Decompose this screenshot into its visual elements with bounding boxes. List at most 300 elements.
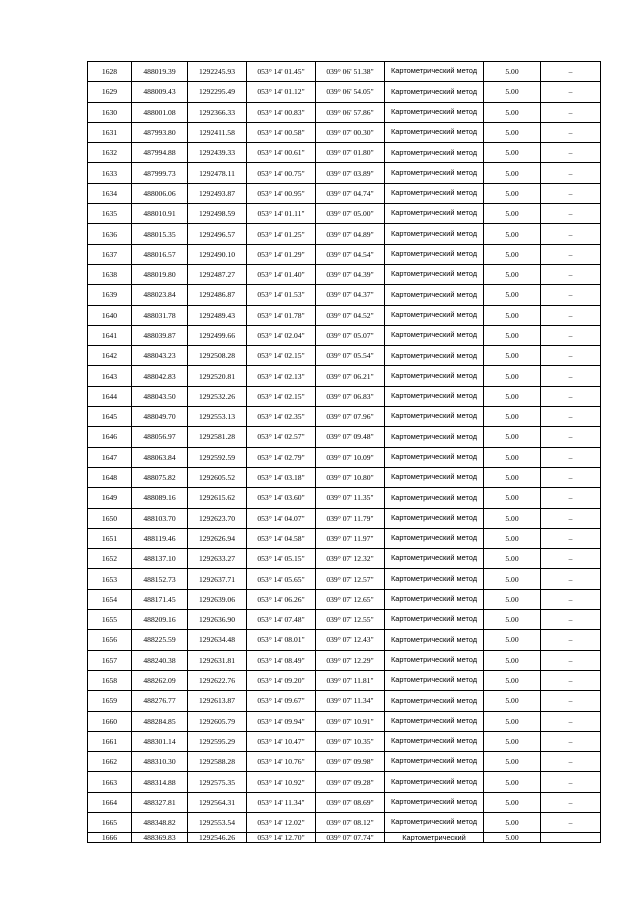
method-cell: Картометрический метод [385,143,484,163]
accuracy-cell: 5.00 [484,386,541,406]
accuracy-cell: 5.00 [484,264,541,284]
longitude-cell: 039° 07' 09.28" [316,772,385,792]
x-coordinate-cell: 488039.87 [132,325,188,345]
point-number-cell: 1639 [88,285,132,305]
x-coordinate-cell: 488314.88 [132,772,188,792]
accuracy-cell: 5.00 [484,427,541,447]
y-coordinate-cell: 1292581.28 [188,427,247,447]
table-row [88,163,601,183]
accuracy-cell: 5.00 [484,792,541,812]
longitude-cell: 039° 07' 11.35" [316,488,385,508]
x-coordinate-cell: 488016.57 [132,244,188,264]
accuracy-cell: 5.00 [484,163,541,183]
x-coordinate-cell: 488056.97 [132,427,188,447]
note-cell: – [541,467,601,487]
note-cell: – [541,82,601,102]
note-cell: – [541,812,601,832]
latitude-cell: 053° 14' 02.57" [247,427,316,447]
y-coordinate-cell: 1292546.26 [188,833,247,843]
y-coordinate-cell: 1292634.48 [188,630,247,650]
y-coordinate-cell: 1292613.87 [188,691,247,711]
table-row [88,102,601,122]
y-coordinate-cell: 1292592.59 [188,447,247,467]
method-cell: Картометрический метод [385,102,484,122]
y-coordinate-cell: 1292633.27 [188,549,247,569]
table-row [88,407,601,427]
table-row [88,224,601,244]
x-coordinate-cell: 488043.23 [132,346,188,366]
point-number-cell: 1659 [88,691,132,711]
y-coordinate-cell: 1292245.93 [188,62,247,82]
latitude-cell: 053° 14' 00.58" [247,122,316,142]
x-coordinate-cell: 487999.73 [132,163,188,183]
point-number-cell: 1645 [88,407,132,427]
method-cell: Картометрический метод [385,488,484,508]
longitude-cell: 039° 07' 08.69" [316,792,385,812]
latitude-cell: 053° 14' 09.94" [247,711,316,731]
point-number-cell: 1643 [88,366,132,386]
x-coordinate-cell: 488209.16 [132,610,188,630]
latitude-cell: 053° 14' 08.01" [247,630,316,650]
method-cell: Картометрический метод [385,792,484,812]
longitude-cell: 039° 07' 01.80" [316,143,385,163]
longitude-cell: 039° 07' 04.74" [316,183,385,203]
table-row [88,650,601,670]
latitude-cell: 053° 14' 06.26" [247,589,316,609]
note-cell: – [541,528,601,548]
method-cell: Картометрический метод [385,630,484,650]
method-cell: Картометрический метод [385,447,484,467]
latitude-cell: 053° 14' 05.15" [247,549,316,569]
note-cell: – [541,569,601,589]
table-row [88,285,601,305]
accuracy-cell: 5.00 [484,325,541,345]
point-number-cell: 1650 [88,508,132,528]
note-cell: – [541,62,601,82]
x-coordinate-cell: 488119.46 [132,528,188,548]
x-coordinate-cell: 488348.82 [132,812,188,832]
method-cell: Картометрический метод [385,772,484,792]
accuracy-cell: 5.00 [484,569,541,589]
point-number-cell: 1665 [88,812,132,832]
longitude-cell: 039° 07' 09.98" [316,752,385,772]
point-number-cell: 1634 [88,183,132,203]
accuracy-cell: 5.00 [484,488,541,508]
accuracy-cell: 5.00 [484,589,541,609]
method-cell: Картометрический метод [385,285,484,305]
method-cell: Картометрический метод [385,82,484,102]
point-number-cell: 1647 [88,447,132,467]
note-cell: – [541,305,601,325]
accuracy-cell: 5.00 [484,731,541,751]
longitude-cell: 039° 07' 00.30" [316,122,385,142]
table-row [88,143,601,163]
accuracy-cell: 5.00 [484,691,541,711]
y-coordinate-cell: 1292295.49 [188,82,247,102]
point-number-cell: 1648 [88,467,132,487]
method-cell: Картометрический метод [385,386,484,406]
point-number-cell: 1664 [88,792,132,812]
y-coordinate-cell: 1292487.27 [188,264,247,284]
longitude-cell: 039° 07' 07.74" [316,833,385,843]
accuracy-cell: 5.00 [484,366,541,386]
method-cell: Картометрический метод [385,305,484,325]
accuracy-cell: 5.00 [484,447,541,467]
point-number-cell: 1635 [88,204,132,224]
method-cell: Картометрический метод [385,122,484,142]
y-coordinate-cell: 1292623.70 [188,508,247,528]
table-row [88,386,601,406]
table-row [88,204,601,224]
note-cell: – [541,366,601,386]
note-cell: – [541,163,601,183]
latitude-cell: 053° 14' 03.60" [247,488,316,508]
longitude-cell: 039° 07' 04.39" [316,264,385,284]
longitude-cell: 039° 07' 06.21" [316,366,385,386]
latitude-cell: 053° 14' 00.61" [247,143,316,163]
longitude-cell: 039° 07' 10.91" [316,711,385,731]
latitude-cell: 053° 14' 02.15" [247,386,316,406]
note-cell: – [541,772,601,792]
point-number-cell: 1649 [88,488,132,508]
table-row [88,711,601,731]
table-row [88,447,601,467]
accuracy-cell: 5.00 [484,711,541,731]
accuracy-cell: 5.00 [484,285,541,305]
y-coordinate-cell: 1292499.66 [188,325,247,345]
longitude-cell: 039° 06' 54.05" [316,82,385,102]
longitude-cell: 039° 07' 12.29" [316,650,385,670]
x-coordinate-cell: 488301.14 [132,731,188,751]
latitude-cell: 053° 14' 01.12" [247,82,316,102]
method-cell: Картометрический метод [385,204,484,224]
table-row [88,772,601,792]
longitude-cell: 039° 07' 09.48" [316,427,385,447]
table-row [88,183,601,203]
accuracy-cell: 5.00 [484,833,541,843]
longitude-cell: 039° 07' 11.34" [316,691,385,711]
method-cell: Картометрический метод [385,62,484,82]
table-row [88,82,601,102]
accuracy-cell: 5.00 [484,752,541,772]
point-number-cell: 1646 [88,427,132,447]
point-number-cell: 1641 [88,325,132,345]
table-row [88,752,601,772]
latitude-cell: 053° 14' 00.75" [247,163,316,183]
table-row [88,812,601,832]
latitude-cell: 053° 14' 00.95" [247,183,316,203]
latitude-cell: 053° 14' 02.79" [247,447,316,467]
accuracy-cell: 5.00 [484,610,541,630]
longitude-cell: 039° 07' 11.79" [316,508,385,528]
accuracy-cell: 5.00 [484,812,541,832]
accuracy-cell: 5.00 [484,528,541,548]
note-cell: – [541,488,601,508]
y-coordinate-cell: 1292595.29 [188,731,247,751]
latitude-cell: 053° 14' 02.04" [247,325,316,345]
point-number-cell: 1632 [88,143,132,163]
method-cell: Картометрический метод [385,670,484,690]
table-row [88,549,601,569]
method-cell: Картометрический метод [385,549,484,569]
point-number-cell: 1662 [88,752,132,772]
note-cell: – [541,670,601,690]
method-cell: Картометрический метод [385,610,484,630]
y-coordinate-cell: 1292553.54 [188,812,247,832]
latitude-cell: 053° 14' 01.53" [247,285,316,305]
note-cell: – [541,447,601,467]
table-row [88,833,601,843]
x-coordinate-cell: 487994.88 [132,143,188,163]
table-row [88,427,601,447]
note-cell: – [541,122,601,142]
latitude-cell: 053° 14' 04.58" [247,528,316,548]
y-coordinate-cell: 1292626.94 [188,528,247,548]
latitude-cell: 053° 14' 12.02" [247,812,316,832]
method-cell: Картометрический метод [385,224,484,244]
y-coordinate-cell: 1292478.11 [188,163,247,183]
note-cell: – [541,589,601,609]
x-coordinate-cell: 488063.84 [132,447,188,467]
latitude-cell: 053° 14' 01.40" [247,264,316,284]
method-cell: Картометрический метод [385,650,484,670]
accuracy-cell: 5.00 [484,346,541,366]
longitude-cell: 039° 07' 12.32" [316,549,385,569]
y-coordinate-cell: 1292615.62 [188,488,247,508]
latitude-cell: 053° 14' 10.92" [247,772,316,792]
y-coordinate-cell: 1292439.33 [188,143,247,163]
latitude-cell: 053° 14' 01.29" [247,244,316,264]
method-cell: Картометрический метод [385,467,484,487]
longitude-cell: 039° 07' 12.57" [316,569,385,589]
note-cell: – [541,508,601,528]
point-number-cell: 1661 [88,731,132,751]
point-number-cell: 1655 [88,610,132,630]
y-coordinate-cell: 1292575.35 [188,772,247,792]
y-coordinate-cell: 1292588.28 [188,752,247,772]
x-coordinate-cell: 488009.43 [132,82,188,102]
note-cell: – [541,650,601,670]
table-row [88,346,601,366]
note-cell: – [541,792,601,812]
longitude-cell: 039° 07' 12.43" [316,630,385,650]
accuracy-cell: 5.00 [484,467,541,487]
table-row [88,731,601,751]
method-cell: Картометрический метод [385,366,484,386]
table-row [88,508,601,528]
method-cell: Картометрический метод [385,264,484,284]
latitude-cell: 053° 14' 01.11" [247,204,316,224]
longitude-cell: 039° 07' 10.80" [316,467,385,487]
latitude-cell: 053° 14' 12.70" [247,833,316,843]
longitude-cell: 039° 07' 05.00" [316,204,385,224]
latitude-cell: 053° 14' 11.34" [247,792,316,812]
x-coordinate-cell: 488103.70 [132,508,188,528]
x-coordinate-cell: 488075.82 [132,467,188,487]
note-cell: – [541,183,601,203]
longitude-cell: 039° 07' 04.37" [316,285,385,305]
y-coordinate-cell: 1292532.26 [188,386,247,406]
latitude-cell: 053° 14' 04.07" [247,508,316,528]
longitude-cell: 039° 07' 04.52" [316,305,385,325]
note-cell: – [541,610,601,630]
x-coordinate-cell: 488225.59 [132,630,188,650]
x-coordinate-cell: 488240.38 [132,650,188,670]
point-number-cell: 1640 [88,305,132,325]
note-cell: – [541,549,601,569]
longitude-cell: 039° 07' 05.07" [316,325,385,345]
y-coordinate-cell: 1292508.28 [188,346,247,366]
x-coordinate-cell: 487993.80 [132,122,188,142]
accuracy-cell: 5.00 [484,508,541,528]
y-coordinate-cell: 1292489.43 [188,305,247,325]
accuracy-cell: 5.00 [484,244,541,264]
accuracy-cell: 5.00 [484,772,541,792]
y-coordinate-cell: 1292553.13 [188,407,247,427]
y-coordinate-cell: 1292486.87 [188,285,247,305]
latitude-cell: 053° 14' 03.18" [247,467,316,487]
table-body [88,62,601,843]
point-number-cell: 1630 [88,102,132,122]
y-coordinate-cell: 1292564.31 [188,792,247,812]
point-number-cell: 1631 [88,122,132,142]
longitude-cell: 039° 06' 57.86" [316,102,385,122]
x-coordinate-cell: 488031.78 [132,305,188,325]
x-coordinate-cell: 488001.08 [132,102,188,122]
point-number-cell: 1638 [88,264,132,284]
note-cell [541,833,601,843]
method-cell: Картометрический метод [385,346,484,366]
table-row [88,610,601,630]
method-cell: Картометрический метод [385,569,484,589]
longitude-cell: 039° 07' 03.89" [316,163,385,183]
table-row [88,792,601,812]
y-coordinate-cell: 1292490.10 [188,244,247,264]
latitude-cell: 053° 14' 10.47" [247,731,316,751]
accuracy-cell: 5.00 [484,670,541,690]
longitude-cell: 039° 07' 12.55" [316,610,385,630]
table-row [88,691,601,711]
point-number-cell: 1628 [88,62,132,82]
longitude-cell: 039° 07' 05.54" [316,346,385,366]
table-row [88,264,601,284]
x-coordinate-cell: 488023.84 [132,285,188,305]
note-cell: – [541,346,601,366]
note-cell: – [541,143,601,163]
point-number-cell: 1653 [88,569,132,589]
y-coordinate-cell: 1292496.57 [188,224,247,244]
table-row [88,467,601,487]
latitude-cell: 053° 14' 05.65" [247,569,316,589]
x-coordinate-cell: 488006.06 [132,183,188,203]
y-coordinate-cell: 1292366.33 [188,102,247,122]
table-row [88,244,601,264]
latitude-cell: 053° 14' 02.15" [247,346,316,366]
method-cell: Картометрический метод [385,691,484,711]
accuracy-cell: 5.00 [484,407,541,427]
y-coordinate-cell: 1292622.76 [188,670,247,690]
point-number-cell: 1652 [88,549,132,569]
y-coordinate-cell: 1292605.52 [188,467,247,487]
point-number-cell: 1666 [88,833,132,843]
longitude-cell: 039° 07' 06.83" [316,386,385,406]
note-cell: – [541,325,601,345]
note-cell: – [541,711,601,731]
accuracy-cell: 5.00 [484,650,541,670]
point-number-cell: 1633 [88,163,132,183]
point-number-cell: 1644 [88,386,132,406]
method-cell: Картометрический метод [385,508,484,528]
longitude-cell: 039° 07' 10.09" [316,447,385,467]
x-coordinate-cell: 488137.10 [132,549,188,569]
accuracy-cell: 5.00 [484,224,541,244]
y-coordinate-cell: 1292639.06 [188,589,247,609]
point-number-cell: 1660 [88,711,132,731]
y-coordinate-cell: 1292498.59 [188,204,247,224]
longitude-cell: 039° 07' 04.89" [316,224,385,244]
longitude-cell: 039° 07' 08.12" [316,812,385,832]
accuracy-cell: 5.00 [484,204,541,224]
latitude-cell: 053° 14' 09.67" [247,691,316,711]
accuracy-cell: 5.00 [484,143,541,163]
x-coordinate-cell: 488310.30 [132,752,188,772]
point-number-cell: 1654 [88,589,132,609]
method-cell: Картометрический метод [385,407,484,427]
latitude-cell: 053° 14' 01.25" [247,224,316,244]
longitude-cell: 039° 07' 11.97" [316,528,385,548]
x-coordinate-cell: 488171.45 [132,589,188,609]
method-cell: Картометрический метод [385,325,484,345]
x-coordinate-cell: 488049.70 [132,407,188,427]
accuracy-cell: 5.00 [484,102,541,122]
table-row [88,589,601,609]
latitude-cell: 053° 14' 07.48" [247,610,316,630]
point-number-cell: 1629 [88,82,132,102]
accuracy-cell: 5.00 [484,549,541,569]
longitude-cell: 039° 07' 04.54" [316,244,385,264]
accuracy-cell: 5.00 [484,62,541,82]
note-cell: – [541,731,601,751]
y-coordinate-cell: 1292411.58 [188,122,247,142]
x-coordinate-cell: 488042.83 [132,366,188,386]
note-cell: – [541,204,601,224]
method-cell: Картометрический [385,833,484,843]
point-number-cell: 1651 [88,528,132,548]
x-coordinate-cell: 488327.81 [132,792,188,812]
latitude-cell: 053° 14' 00.83" [247,102,316,122]
x-coordinate-cell: 488276.77 [132,691,188,711]
note-cell: – [541,386,601,406]
latitude-cell: 053° 14' 02.35" [247,407,316,427]
table-row [88,569,601,589]
latitude-cell: 053° 14' 01.78" [247,305,316,325]
latitude-cell: 053° 14' 01.45" [247,62,316,82]
x-coordinate-cell: 488262.09 [132,670,188,690]
point-number-cell: 1637 [88,244,132,264]
table-row [88,670,601,690]
point-number-cell: 1642 [88,346,132,366]
coordinates-table [87,61,601,843]
method-cell: Картометрический метод [385,589,484,609]
table-row [88,630,601,650]
x-coordinate-cell: 488015.35 [132,224,188,244]
y-coordinate-cell: 1292631.81 [188,650,247,670]
method-cell: Картометрический метод [385,528,484,548]
x-coordinate-cell: 488010.91 [132,204,188,224]
point-number-cell: 1658 [88,670,132,690]
method-cell: Картометрический метод [385,183,484,203]
method-cell: Картометрический метод [385,163,484,183]
